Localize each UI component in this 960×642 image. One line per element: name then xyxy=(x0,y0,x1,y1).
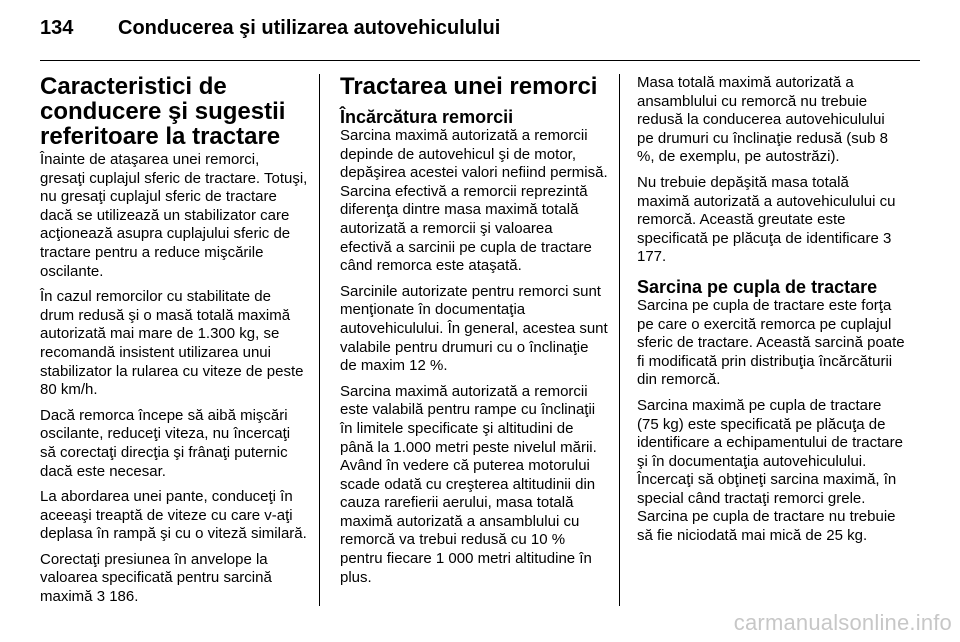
page-header xyxy=(40,8,920,48)
page-number: 134 xyxy=(40,16,74,39)
watermark: carmanualsonline.info xyxy=(733,610,952,635)
paragraph: Sarcina maximă autorizată a remorcii depinde de autovehicul şi de motor, depăşirea acestei valori nefiind permisă. Sarcina efectivă a remorcii reprezintă diferenţa dintre masa maximă totală autorizată a remorcii şi valoarea efectivă a sarcinii pe cupla de tractare când remorca este ataşată. xyxy=(340,127,608,275)
paragraph: În cazul remorcilor cu stabilitate de drum redusă şi o masă totală maximă autorizată mai mare de 1.300 kg, se recomandă insistent utilizarea unui stabilizator la rularea cu viteze de peste 80 km/h. xyxy=(40,288,304,399)
subheading-coupling-load: Sarcina pe cupla de tractare xyxy=(637,276,878,297)
paragraph-tyre-pressure xyxy=(40,551,308,607)
page-reference[interactable]: 186. xyxy=(109,588,139,606)
paragraph: Sarcinile autorizate pentru remorci sunt menţionate în documentaţia autovehiculului. În general, acestea sunt valabile pentru drumuri cu o înclinaţie de maxim 12 %. xyxy=(340,282,608,375)
section-heading-towing-tips: Caracteristici de conducere şi sugestii referitoare la tractare xyxy=(40,73,286,150)
page-reference[interactable]: 177. xyxy=(637,248,667,266)
page-reference-arrow-icon: 3 xyxy=(96,588,106,606)
column-1 xyxy=(40,74,308,608)
column-2 xyxy=(340,74,608,608)
paragraph-text: Nu trebuie depăşită masa totală maximă autorizată a autovehiculului cu remorcă. Această greutate este specificată pe plăcuţa de identificare xyxy=(637,173,896,247)
column-3 xyxy=(637,74,905,608)
paragraph: Sarcina maximă autorizată a remorcii este valabilă pentru rampe cu înclinaţii în limitele specificate şi altitudini de până la 1.000 metri peste nivelul mării. Având în vedere că puterea motorului scade odată cu creşterea altitudinii din cauza rarefierii aerului, masa totală maximă autorizată a ansamblului cu remorcă va trebui redusă cu 10 % pentru fiecare 1 000 metri altitudine în plus. xyxy=(340,382,597,586)
page-reference-arrow-icon: 3 xyxy=(883,229,892,247)
subheading-trailer-load: Încărcătura remorcii xyxy=(340,107,514,127)
paragraph: Masa totală maximă autorizată a ansamblului cu remorcă nu trebuie redusă la conducerea autovehiculului pe drumuri cu înclinaţie redusă (sub 8 %, de exemplu, pe autostrăzi). xyxy=(637,74,888,166)
section-heading-trailer-towing: Tractarea unei remorci xyxy=(340,73,598,100)
paragraph: La abordarea unei pante, conduceţi în aceeaşi treaptă de viteze cu care v-aţi deplasa în rampă şi cu o viteză similară. xyxy=(40,488,307,543)
paragraph: Sarcina maximă pe cupla de tractare (75 kg) este specificată pe plăcuţa de identificare a echipamentului de tractare şi în documentaţia autovehiculului. Încercaţi să obţineţi sarcina maximă, în special când tractaţi remorci grele. Sarcina pe cupla de tractare nu trebuie să fie niciodată mai mică de 25 kg. xyxy=(637,396,903,545)
paragraph: Sarcina pe cupla de tractare este forţa pe care o exercită remorca pe cuplajul sferic de tractare. Această sarcină poate fi modificată prin distribuţia încărcăturii din remorcă. xyxy=(637,296,905,389)
paragraph: Dacă remorca începe să aibă mişcări oscilante, reduceţi viteza, nu încercaţi să corectaţi direcţia şi frânaţi puternic dacă este necesar. xyxy=(40,406,291,480)
running-title: Conducerea şi utilizarea autovehiculului xyxy=(118,16,501,39)
column-divider xyxy=(319,74,320,606)
paragraph-text: Corectaţi presiunea în anvelope la valoarea specificată pentru sarcină maximă xyxy=(40,550,272,606)
paragraph-max-mass xyxy=(637,174,905,267)
column-divider xyxy=(619,74,620,606)
header-rule xyxy=(40,60,920,61)
paragraph: Înainte de ataşarea unei remorci, gresaţi cuplajul sferic de tractare. Totuşi, nu gresaţi cuplajul sferic de tractare dacă se utilizează un stabilizator care acţionează asupra cuplajului sferic de tractare pentru a reduce mişcările oscilante. xyxy=(40,151,308,280)
